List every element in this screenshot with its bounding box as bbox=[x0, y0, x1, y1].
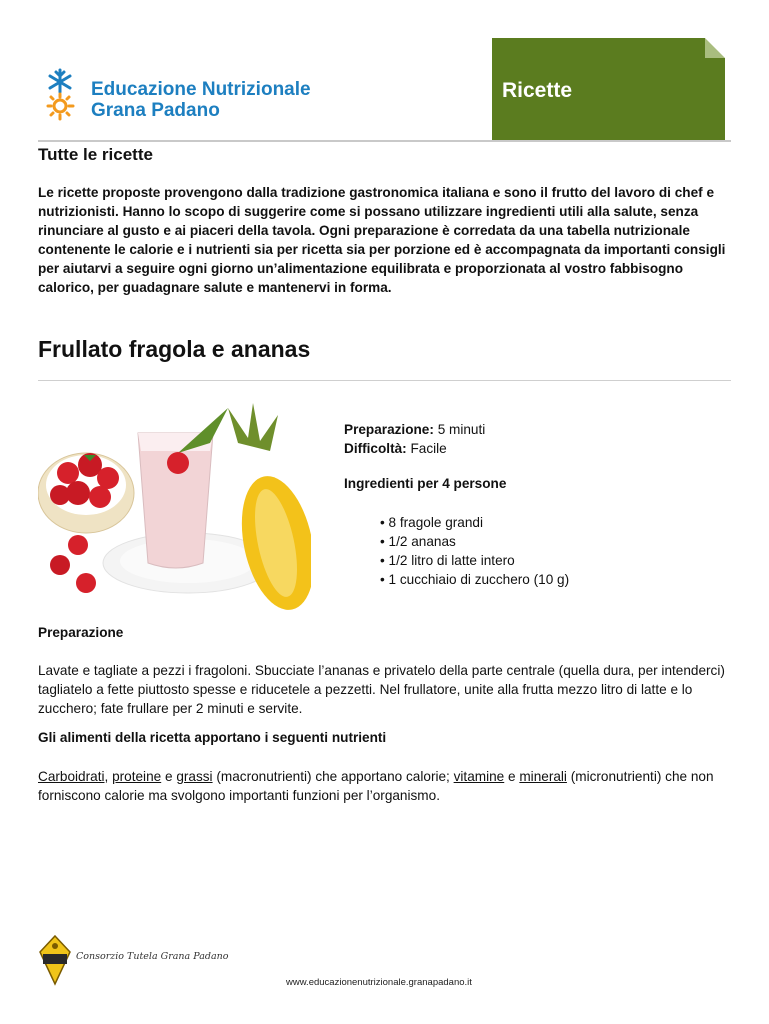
link-carboidrati[interactable]: Carboidrati bbox=[38, 769, 105, 784]
logo-line-1: Educazione Nutrizionale bbox=[91, 79, 311, 100]
link-vitamine[interactable]: vitamine bbox=[453, 769, 505, 784]
ingredients-title: Ingredienti per 4 persone bbox=[344, 476, 507, 491]
ingredient-item: • 8 fragole grandi bbox=[380, 513, 569, 532]
nutrients-title: Gli alimenti della ricetta apportano i seguenti nutrienti bbox=[38, 730, 387, 745]
ingredient-item: • 1/2 ananas bbox=[380, 532, 569, 551]
logo-wordmark bbox=[91, 79, 311, 121]
difficulty-value: Facile bbox=[410, 441, 447, 456]
ingredients-list bbox=[380, 513, 569, 589]
separator: e bbox=[161, 769, 177, 784]
grana-padano-seal-icon bbox=[38, 934, 72, 986]
separator: e bbox=[504, 769, 520, 784]
prep-time bbox=[344, 420, 485, 439]
ricette-tab-label: Ricette bbox=[502, 79, 573, 102]
consorzio-text: Consorzio Tutela Grana Padano bbox=[76, 951, 229, 962]
section-title: Tutte le ricette bbox=[38, 145, 153, 164]
footer-url[interactable]: www.educazionenutrizionale.granapadano.it bbox=[286, 977, 472, 988]
nutrients-text bbox=[38, 767, 738, 805]
difficulty bbox=[344, 439, 485, 458]
ingredient-item: • 1/2 litro di latte intero bbox=[380, 551, 569, 570]
strawberry-bowl bbox=[38, 453, 134, 533]
snowflake-sun-logo-icon bbox=[38, 66, 82, 122]
macro-text: (macronutrienti) che apportano calorie; bbox=[212, 769, 454, 784]
link-grassi[interactable]: grassi bbox=[176, 769, 213, 784]
recipe-photo bbox=[38, 403, 311, 611]
micro-text: (micronutrienti) che non forniscono calorie ma svolgono importanti funzioni per l’organismo. bbox=[38, 769, 714, 803]
loose-strawberry bbox=[76, 573, 96, 593]
recipe-meta bbox=[344, 420, 485, 458]
prep-time-label: Preparazione: bbox=[344, 422, 434, 437]
educazione-nutrizionale-logo[interactable] bbox=[38, 66, 338, 126]
ingredient-item: • 1 cucchiaio di zucchero (10 g) bbox=[380, 570, 569, 589]
logo-line-2: Grana Padano bbox=[91, 100, 220, 121]
consorzio-logo bbox=[38, 934, 238, 986]
title-divider bbox=[38, 380, 731, 381]
page-fold-corner bbox=[705, 38, 725, 58]
preparation-text: Lavate e tagliate a pezzi i fragoloni. Sbucciate l’ananas e privatelo della parte centrale (quella dura, per intenderci) tagliatelo a fette piuttosto spesse e riducetele a pezzetti. Nel frullatore, unite alla frutta mezzo litro di latte e lo zucchero; fate frullare per 2 minuti e servite. bbox=[38, 663, 725, 716]
separator: , bbox=[104, 769, 113, 784]
link-proteine[interactable]: proteine bbox=[112, 769, 162, 784]
header-divider bbox=[38, 140, 731, 142]
prep-time-value: 5 minuti bbox=[437, 422, 486, 437]
loose-strawberry bbox=[50, 555, 70, 575]
difficulty-label: Difficoltà: bbox=[344, 441, 407, 456]
recipe-title: Frullato fragola e ananas bbox=[38, 336, 311, 362]
link-minerali[interactable]: minerali bbox=[519, 769, 567, 784]
preparation-title: Preparazione bbox=[38, 625, 124, 640]
ricette-tab[interactable] bbox=[492, 38, 725, 140]
loose-strawberry bbox=[68, 535, 88, 555]
intro-paragraph: Le ricette proposte provengono dalla tradizione gastronomica italiana e sono il frutto del lavoro di chef e nutrizionisti. Hanno lo scopo di suggerire come si possano utilizzare ingredienti utili alla salute, senza rinunciare al gusto e ai piaceri della tavola. Ogni preparazione è corredata da una tabella nutrizionale contenente le calorie e i nutrienti sia per ricetta sia per porzione ed è accompagnata da importanti consigli per aiutarvi a seguire ogni giorno un’alimentazione equilibrata e proporzionata al vostro fabbisogno calorico, per guadagnare salute e mantenervi in forma. bbox=[38, 185, 726, 295]
